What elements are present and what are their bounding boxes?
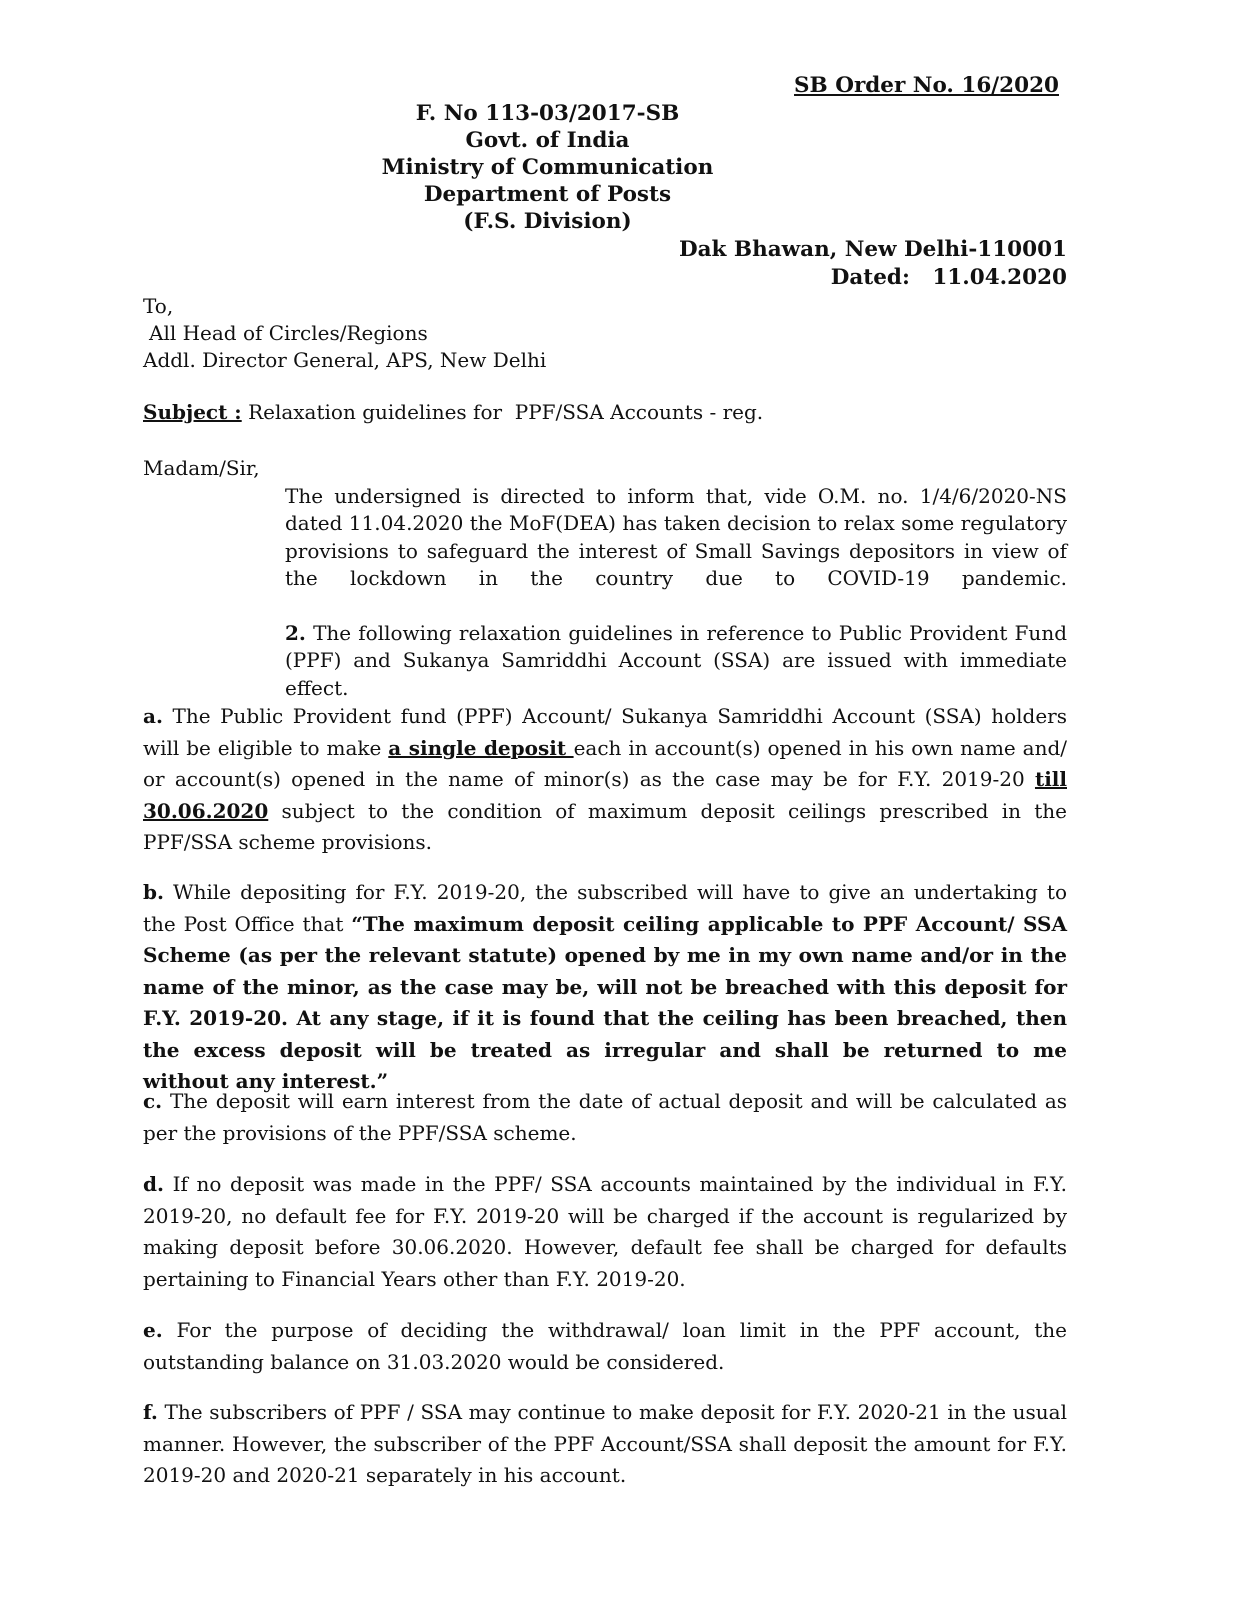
guideline-d: [143, 1169, 1067, 1295]
guideline-a-text-3: subject to the condition of maximum deposit ceilings prescribed in the PPF/SSA scheme provisions.: [143, 798, 1067, 854]
guideline-a-emphasis-2: till 30.06.2020: [143, 767, 1067, 823]
to-label: To,: [143, 294, 174, 318]
guideline-a-text-1: The Public Provident fund (PPF) Account/ Sukanya Samriddhi Account (SSA) holders will be eligible to make: [143, 704, 1068, 760]
govt-name: Govt. of India: [465, 128, 630, 153]
ministry-name: Ministry of Communication: [381, 155, 714, 180]
letterhead: [350, 100, 745, 235]
guideline-d-text: If no deposit was made in the PPF/ SSA accounts maintained by the individual in F.Y. 2019-20, no default fee for F.Y. 2019-20 will be charged if the account is regularized by making deposit before 30.06.2020. However, default fee shall be charged for defaults pertaining to Financial Years other than F.Y. 2019-20.: [143, 1172, 1067, 1291]
department-name: Department of Posts: [423, 182, 672, 207]
guideline-e: [143, 1315, 1067, 1378]
guideline-b-tag: b.: [143, 880, 164, 904]
subject-text: Relaxation guidelines for PPF/SSA Accounts - reg.: [248, 400, 764, 424]
paragraph-2-text: The following relaxation guidelines in reference to Public Provident Fund (PPF) and Sukanya Samriddhi Account (SSA) are issued with immediate effect.: [285, 621, 1067, 700]
recipient-line-1: All Head of Circles/Regions: [149, 321, 428, 345]
paragraph-2-number: 2.: [285, 621, 306, 645]
letter-date: Dated: 11.04.2020: [830, 265, 1067, 290]
guideline-f-text: The subscribers of PPF / SSA may continue to make deposit for F.Y. 2020-21 in the usual manner. However, the subscriber of the PPF Account/SSA shall deposit the amount for F.Y. 2019-20 and 2020-21 separately in his account.: [143, 1400, 1068, 1487]
guideline-b: [143, 877, 1067, 1098]
division-name: (F.S. Division): [463, 209, 632, 234]
recipient-line-2: Addl. Director General, APS, New Delhi: [143, 348, 547, 372]
subject-label: Subject :: [143, 400, 242, 424]
guideline-d-tag: d.: [143, 1172, 164, 1196]
recipient-block: [143, 293, 546, 374]
paragraph-2: [143, 620, 1067, 702]
subject-line: [143, 400, 763, 424]
guideline-a: [143, 701, 1067, 859]
undertaking-quote: “The maximum deposit ceiling applicable to PPF Account/ SSA Scheme (as per the relevant statute) opened by me in my own name and/or in the name of the minor, as the case may be, will not be breached with this deposit for F.Y. 2019-20. At any stage, if it is found that the ceiling has been breached, then the excess deposit will be treated as irregular and shall be returned to me without any interest.”: [143, 911, 1067, 1093]
paragraph-1: [143, 483, 1067, 592]
guideline-c: [143, 1086, 1067, 1149]
guideline-a-text-2: each in account(s) opened in his own name and/ or account(s) opened in the name of minor(s) as the case may be for F.Y. 2019-20: [143, 735, 1067, 791]
guideline-c-tag: c.: [143, 1089, 163, 1113]
salutation: Madam/Sir,: [143, 456, 260, 480]
office-address: Dak Bhawan, New Delhi-110001: [678, 237, 1067, 262]
paragraph-1-text: The undersigned is directed to inform that, vide O.M. no. 1/4/6/2020-NS dated 11.04.2020 the MoF(DEA) has taken decision to relax some regulatory provisions to safeguard the interest of Small Savings depositors in view of the lockdown in the country due to COVID-19 pandemic.: [285, 484, 1067, 590]
guideline-f-tag: f.: [143, 1400, 158, 1424]
address-block: [679, 236, 1067, 292]
guideline-a-emphasis-1: a single deposit: [388, 735, 574, 760]
guideline-a-tag: a.: [143, 704, 163, 728]
order-number: SB Order No. 16/2020: [794, 73, 1059, 98]
guideline-e-tag: e.: [143, 1318, 163, 1342]
guideline-f: [143, 1397, 1067, 1492]
file-number: F. No 113-03/2017-SB: [415, 101, 680, 126]
guideline-b-text: While depositing for F.Y. 2019-20, the subscribed will have to give an undertaking to the Post Office that: [143, 880, 1067, 936]
guideline-e-text: For the purpose of deciding the withdrawal/ loan limit in the PPF account, the outstanding balance on 31.03.2020 would be considered.: [143, 1318, 1067, 1374]
guideline-c-text: The deposit will earn interest from the date of actual deposit and will be calculated as per the provisions of the PPF/SSA scheme.: [143, 1089, 1068, 1145]
